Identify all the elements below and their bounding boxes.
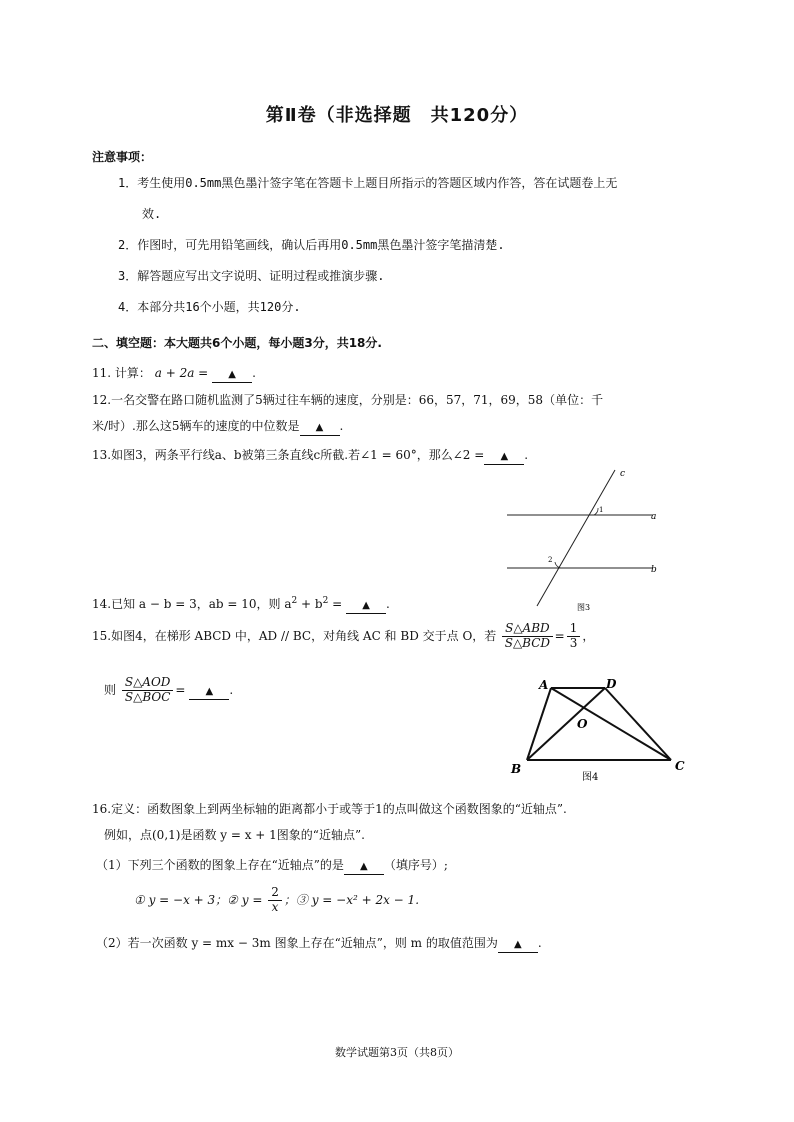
triangle-marker-icon: ▲	[315, 422, 324, 433]
q14-exp-b: 2	[322, 596, 329, 606]
angle-1-arc	[594, 508, 598, 515]
line-c	[537, 470, 615, 606]
q15-end: .	[229, 682, 234, 697]
vertex-C: C	[675, 759, 685, 773]
triangle-marker-icon: ▲	[360, 861, 368, 872]
fig4-caption: 图4	[582, 772, 599, 782]
question-16-line2: 例如，点(0,1)是函数 y = x + 1图象的“近轴点”.	[104, 828, 365, 842]
answer-blank[interactable]	[300, 419, 340, 436]
q11-expression: a + 2a =	[154, 366, 209, 380]
vertex-A: A	[539, 678, 549, 692]
notice-item-1-continued: 效.	[142, 207, 162, 221]
q15-text: 15.如图4，在梯形 ABCD 中，AD // BC，对角线 AC 和 BD 交于点 O，若	[92, 628, 497, 643]
figure-3-parallel-lines	[495, 462, 675, 612]
triangle-marker-icon: ▲	[362, 600, 370, 611]
notice-item-3: 3．解答题应写出文字说明、证明过程或推演步骤.	[118, 269, 385, 283]
question-16-part2	[96, 934, 542, 953]
question-16-line1: 16.定义：函数图象上到两坐标轴的距离都小于或等于1的点叫做这个函数图象的“近轴点”.	[92, 802, 567, 816]
fraction-denominator: S△BCD	[504, 635, 551, 650]
fraction-numerator: 1	[567, 622, 581, 637]
section-heading: 二、填空题：本大题共6个小题，每小题3分，共18分.	[92, 336, 382, 350]
notice-item-4: 4．本部分共16个小题，共120分.	[118, 300, 301, 314]
fraction-denominator: 3	[569, 635, 578, 650]
fraction-denominator: x	[271, 899, 279, 914]
answer-blank[interactable]	[498, 936, 538, 953]
fraction-numerator: S△AOD	[122, 676, 174, 691]
function-2-fraction	[268, 886, 282, 915]
fig3-label-b: b	[651, 565, 657, 575]
q15-then: 则	[104, 682, 117, 697]
question-12-line1: 12.一名交警在路口随机监测了5辆过往车辆的速度，分别是：66，57，71，69，58（单位：千	[92, 393, 604, 407]
q16-part2-end: .	[537, 936, 542, 950]
q16-part1-text: （1）下列三个函数的图象上存在“近轴点”的是	[96, 858, 344, 872]
function-1-and-2: ① y = −x + 3；② y =	[134, 892, 263, 907]
area-ratio-fraction	[502, 622, 553, 651]
area-ratio-fraction-asked	[122, 676, 174, 705]
question-14	[92, 595, 390, 614]
function-3: ；③ y = −x² + 2x − 1.	[283, 892, 420, 907]
fig3-label-a: a	[651, 512, 657, 522]
q13-text: 13.如图3，两条平行线a、b被第三条直线c所截.若∠1 = 60°，那么∠2 =	[92, 448, 485, 462]
q11-label: 11. 计算：	[92, 366, 151, 380]
answer-blank[interactable]	[189, 683, 229, 700]
q11-end: .	[252, 366, 256, 380]
ratio-value-fraction	[567, 622, 581, 651]
page-footer: 数学试题第3页（共8页）	[335, 1046, 459, 1059]
fig3-label-2: 2	[548, 556, 553, 564]
triangle-marker-icon: ▲	[205, 685, 214, 697]
q14-exp-a: 2	[291, 596, 298, 606]
answer-blank[interactable]	[344, 858, 384, 875]
question-15-line1: 15.如图4，在梯形 ABCD 中，AD // BC，对角线 AC 和 BD 交于点 O，若 $\frac{\text{S△ABD}}{\text{S△BCD}}$ = $\frac{1}{3}$ ，	[92, 621, 595, 650]
fig3-label-1: 1	[599, 506, 604, 514]
q14-end: .	[386, 597, 390, 611]
notice-heading: 注意事项：	[92, 150, 153, 164]
side-DC	[605, 688, 671, 760]
question-16-functions	[134, 886, 419, 915]
question-15-line2	[104, 676, 233, 705]
vertex-B: B	[511, 762, 522, 776]
triangle-marker-icon: ▲	[500, 451, 509, 462]
page-title: 第Ⅱ卷（非选择题 共120分）	[265, 105, 529, 126]
q14-mid: + b	[297, 597, 323, 611]
diagonal-AC	[551, 688, 671, 760]
notice-item-1: 1．考生使用0.5mm黑色墨汁签字笔在答题卡上题目所指示的答题区域内作答，答在试题卷上无	[118, 176, 618, 190]
q12-text: 米/时）.那么这5辆车的速度的中位数是	[92, 419, 300, 433]
fig3-label-c: c	[620, 469, 626, 479]
triangle-marker-icon: ▲	[514, 939, 522, 950]
answer-blank[interactable]	[212, 366, 252, 383]
question-12-line2	[92, 417, 343, 436]
q12-end: .	[339, 419, 344, 433]
fraction-denominator: S△BOC	[124, 689, 171, 704]
q16-part2-text: （2）若一次函数 y = mx − 3m 图象上存在“近轴点”，则 m 的取值范围为	[96, 936, 498, 950]
vertex-D: D	[606, 677, 617, 691]
question-11	[92, 364, 256, 383]
q15-eq: =	[175, 682, 186, 697]
fig3-caption: 图3	[577, 603, 591, 612]
fraction-numerator: S△ABD	[502, 622, 553, 637]
question-16-part1	[96, 856, 448, 875]
figure-4-trapezoid	[505, 672, 695, 782]
notice-item-2: 2．作图时，可先用铅笔画线，确认后再用0.5mm黑色墨汁签字笔描清楚.	[118, 238, 505, 252]
answer-blank[interactable]	[346, 597, 386, 614]
q14-eq: =	[328, 597, 343, 611]
triangle-marker-icon: ▲	[228, 369, 236, 380]
q13-end: .	[524, 448, 529, 462]
question-13	[92, 446, 528, 465]
fraction-numerator: 2	[268, 886, 282, 901]
q16-part1-suffix: （填序号）;	[383, 858, 448, 872]
q14-text: 14.已知 a − b = 3，ab = 10，则 a	[92, 597, 292, 611]
point-O: O	[577, 717, 588, 731]
